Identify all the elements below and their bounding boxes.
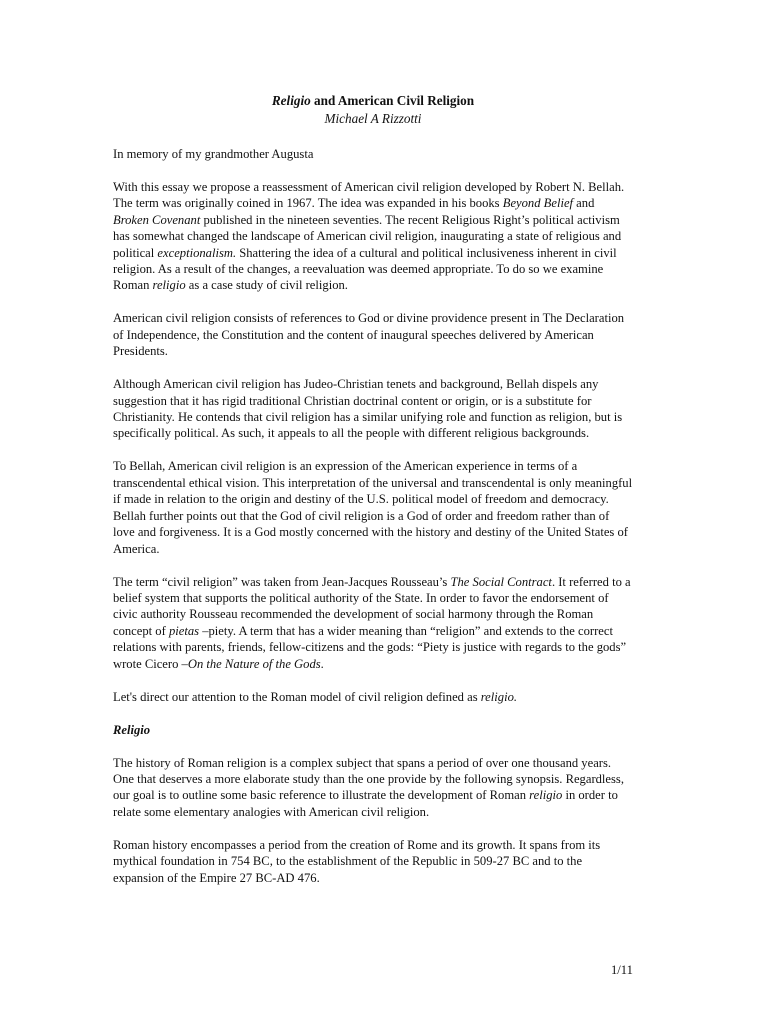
book-title-social-contract: The Social Contract: [450, 574, 552, 589]
p5-italic-pietas: pietas: [168, 623, 200, 638]
p1-text-e: published in the nineteen seventies. The recent Religious Right’s political activism has somewhat changed the landscape of American civil religion, inaugurating a state of religious and political: [113, 212, 622, 260]
p6-italic-religio: religio.: [480, 689, 518, 704]
page-number: 1/11: [611, 963, 633, 977]
book-title-broken-covenant: Broken Covenant: [113, 212, 201, 227]
paragraph-5: [113, 574, 633, 672]
book-title-beyond-belief: Beyond Belief: [502, 196, 574, 211]
p1-text-a: With this essay we propose a reassessment of American civil religion developed by Robert N. Bellah. The term was originally coined in 1967. The idea was expanded in his books: [113, 180, 625, 211]
p5-text-e: –piety. A term that has a wider meaning than “religion” and extends to the correct relations with parents, friends, fellow-citizens and the gods: “Piety is justice with regards to the gods” wrote Cicero –: [113, 623, 627, 671]
p1-italic-exceptionalism: exceptionalism.: [157, 245, 237, 260]
p5-text-a: The term “civil religion” was taken from Jean-Jacques Rousseau’s: [113, 574, 451, 589]
p6-text-a: Let's direct our attention to the Roman model of civil religion defined as: [113, 689, 481, 704]
p5-text-g: .: [320, 656, 324, 671]
p5-text-c: . It referred to a belief system that supports the political authority of the State. In order to favor the endorsement of civic authority Rousseau recommended the development of social harmony through the Roman concept of: [113, 574, 631, 638]
p7-text-a: The history of Roman religion is a complex subject that spans a period of over one thousand years. One that deserves a more elaborate study than the one provide by the following synopsis. Regardless, our goal is to outline some basic reference to illustrate the development of Roman: [113, 755, 624, 803]
paragraph-6: [113, 689, 633, 705]
p1-italic-religio: religio: [152, 278, 186, 293]
paragraph-4: To Bellah, American civil religion is an expression of the American experience in terms of a transcendental ethical vision. This interpretation of the universal and transcendental is only meaningful if made in relation to the origin and destiny of the U.S. political model of freedom and democracy. Bellah further points out that the God of civil religion is a God of order and freedom rather than of love and forgiveness. It is a God mostly concerned with the history and destiny of the United States of America.: [113, 459, 633, 556]
p1-text-i: as a case study of civil religion.: [185, 278, 348, 293]
paragraph-3: Although American civil religion has Judeo-Christian tenets and background, Bellah dispels any suggestion that it has rigid traditional Christian doctrinal content or origin, or is a substitute for Christianity. He contends that civil religion has a similar unifying role and function as religion, but is specifically political. As such, it appeals to all the people with different religious backgrounds.: [113, 377, 623, 441]
section-heading-religio: Religio: [113, 722, 151, 737]
paragraph-1: [113, 179, 633, 294]
p7-text-c: in order to relate some elementary analogies with American civil religion.: [113, 788, 618, 819]
p1-text-c: and: [573, 196, 595, 211]
document-title: [113, 92, 633, 110]
dedication: In memory of my grandmother Augusta: [113, 147, 314, 161]
document-page: [113, 92, 633, 903]
paragraph-2: American civil religion consists of references to God or divine providence present in The Declaration of Independence, the Constitution and the content of inaugural speeches delivered by American Presidents.: [113, 311, 625, 359]
author-name: Michael A Rizzotti: [324, 111, 422, 126]
p7-italic-religio: religio: [529, 788, 563, 803]
paragraph-7: [113, 755, 633, 821]
p1-text-g: Shattering the idea of a cultural and political inclusiveness inherent in civil religion. As a result of the changes, a reevaluation was deemed appropriate. To do so we examine Roman: [113, 245, 617, 293]
title-italic: Religio: [271, 93, 311, 108]
title-rest: and American Civil Religion: [310, 93, 475, 108]
book-title-nature-of-gods: On the Nature of the Gods: [187, 656, 321, 671]
paragraph-8: Roman history encompasses a period from the creation of Rome and its growth. It spans from its mythical foundation in 754 BC, to the establishment of the Republic in 509-27 BC and to the expansion of the Empire 27 BC-AD 476.: [113, 837, 601, 885]
